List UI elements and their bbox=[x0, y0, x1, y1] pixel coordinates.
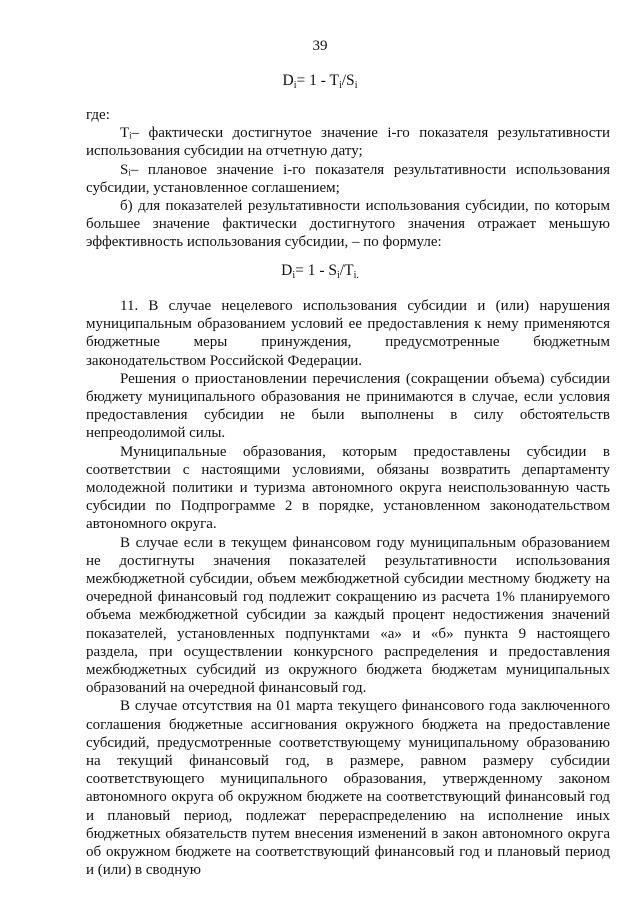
body-text bbox=[86, 297, 610, 880]
paragraph: В случае отсутствия на 01 марта текущего финансового года заключенного соглашения бюджетные ассигнования окружного бюджета на предоставление субсидий, предусмотренные соответствующему муниципальному образованию на текущий финансовый год, в размере, равном размеру субсидии соответствующего муниципального образования, утвержденному законом автономного округа об окружном бюджете на соответствующий финансовый год и плановый период, подлежат перераспределению на исполнение иных бюджетных обязательств путем внесения изменений в закон автономного округа об окружном бюджете на соответствующий финансовый год и плановый период и (или) в сводную bbox=[86, 698, 610, 879]
paragraph: В случае если в текущем финансовом году муниципальным образованием не достигнуты значения показателей результативности использования межбюджетной субсидии, объем межбюджетной субсидии местному бюджету на очередной финансовый год подлежит сокращению из расчета 1% планируемого объема межбюджетной субсидии за каждый процент недостижения значений показателей, установленных подпунктами «а» и «б» пункта 9 настоящего раздела, при осуществлении конкурсного распределения и предоставления межбюджетных субсидий из окружного бюджета бюджетам муниципальных образований на очередной финансовый год. bbox=[86, 534, 610, 697]
paragraph: Решения о приостановлении перечисления (сокращении объема) субсидии бюджету муниципального образования не принимаются в случае, если условия предоставления субсидии не были выполнены в силу обстоятельств непреодолимой силы. bbox=[86, 370, 610, 442]
definition-s: Sᵢ– плановое значение i-го показателя результативности использования субсидии, установленное соглашением; bbox=[86, 161, 610, 196]
point-b: б) для показателей результативности использования субсидии, по которым большее значение фактически достигнутого значения отражает меньшую эффективность использования субсидии, – по формуле: bbox=[86, 198, 610, 251]
definition-t: Tᵢ– фактически достигнутое значение i-го показателя результативности использования субсидии на отчетную дату; bbox=[86, 125, 610, 160]
definitions-block bbox=[86, 106, 610, 252]
where-label: где: bbox=[86, 107, 110, 123]
formula-inverse: $D_i= 1 - S_i/T_{i.}$ bbox=[281, 262, 359, 281]
formula-decrease: $D_i= 1 - T_i/S_i$ bbox=[282, 72, 358, 91]
paragraph: 11. В случае нецелевого использования субсидии и (или) нарушения муниципальным образованием условий ее предоставления к нему применяются бюджетные меры принуждения, предусмотренные бюджетным законодательством Российской Федерации. bbox=[86, 298, 610, 369]
paragraph: Муниципальные образования, которым предоставлены субсидии в соответствии с настоящими условиями, обязаны возвратить департаменту молодежной политики и туризма автономного округа неиспользованную часть субсидии по Подпрограмме 2 в порядке, установленном законодательством автономного округа. bbox=[86, 443, 610, 533]
page-number: 39 bbox=[312, 38, 328, 54]
